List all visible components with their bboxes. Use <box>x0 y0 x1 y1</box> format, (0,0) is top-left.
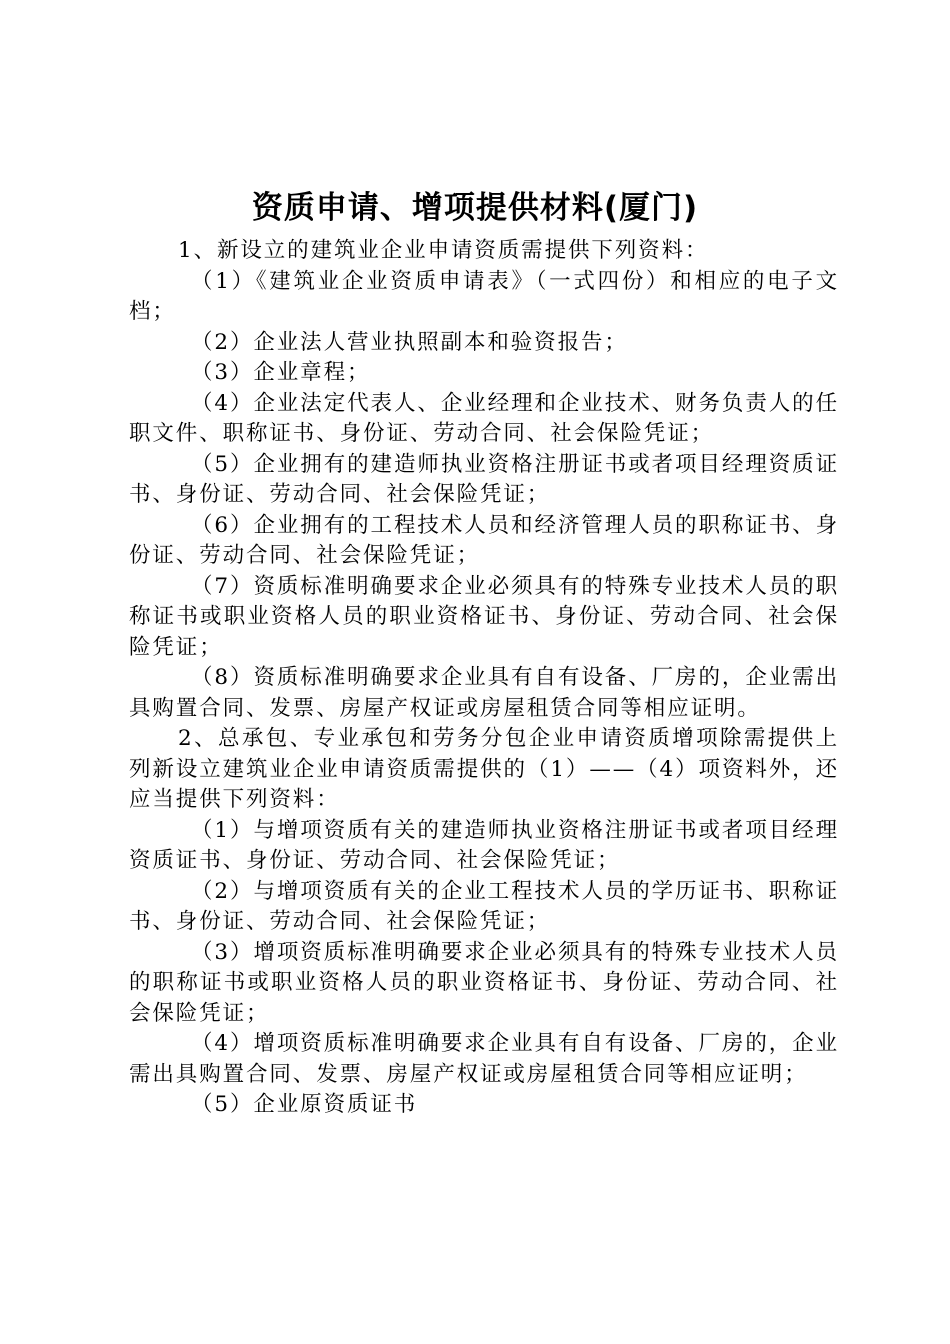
section-1-item-6: （6）企业拥有的工程技术人员和经济管理人员的职称证书、身份证、劳动合同、社会保险凭证； <box>129 512 839 568</box>
document-title: 资质申请、增项提供材料(厦门) <box>251 190 699 226</box>
section-2-item-4: （4）增项资质标准明确要求企业具有自有设备、厂房的，企业需出具购置合同、发票、房屋产权证或房屋租赁合同等相应证明； <box>129 1031 839 1087</box>
section-1-heading: 1、新设立的建筑业企业申请资质需提供下列资料： <box>178 238 709 263</box>
section-1-item-7: （7）资质标准明确要求企业必须具有的特殊专业技术人员的职称证书或职业资格人员的职业资格证书、身份证、劳动合同、社会保险凭证； <box>129 573 839 660</box>
section-2-item-3: （3）增项资质标准明确要求企业必须具有的特殊专业技术人员的职称证书或职业资格人员的职业资格证书、身份证、劳动合同、社会保险凭证； <box>129 939 839 1026</box>
section-1-item-5: （5）企业拥有的建造师执业资格注册证书或者项目经理资质证书、身份证、劳动合同、社会保险凭证； <box>129 451 839 507</box>
section-1-item-1: （1）《建筑业企业资质申请表》（一式四份）和相应的电子文档； <box>129 268 839 324</box>
section-1-item-4: （4）企业法定代表人、企业经理和企业技术、财务负责人的任职文件、职称证书、身份证、劳动合同、社会保险凭证； <box>129 390 839 446</box>
section-2-item-2: （2）与增项资质有关的企业工程技术人员的学历证书、职称证书、身份证、劳动合同、社会保险凭证； <box>129 878 839 934</box>
document-body <box>129 236 839 1121</box>
section-2-item-1: （1）与增项资质有关的建造师执业资格注册证书或者项目经理资质证书、身份证、劳动合同、社会保险凭证； <box>129 817 839 873</box>
section-2-item-5: （5）企业原资质证书 <box>191 1092 418 1117</box>
section-1-item-8: （8）资质标准明确要求企业具有自有设备、厂房的，企业需出具购置合同、发票、房屋产权证或房屋租赁合同等相应证明。 <box>129 665 839 721</box>
section-1-item-3: （3）企业章程； <box>191 360 371 385</box>
section-1-item-2: （2）企业法人营业执照副本和验资报告； <box>191 329 628 355</box>
section-2-heading: 2、总承包、专业承包和劳务分包企业申请资质增项除需提供上列新设立建筑业企业申请资质需提供的（1）——（4）项资料外，还应当提供下列资料： <box>129 726 839 812</box>
